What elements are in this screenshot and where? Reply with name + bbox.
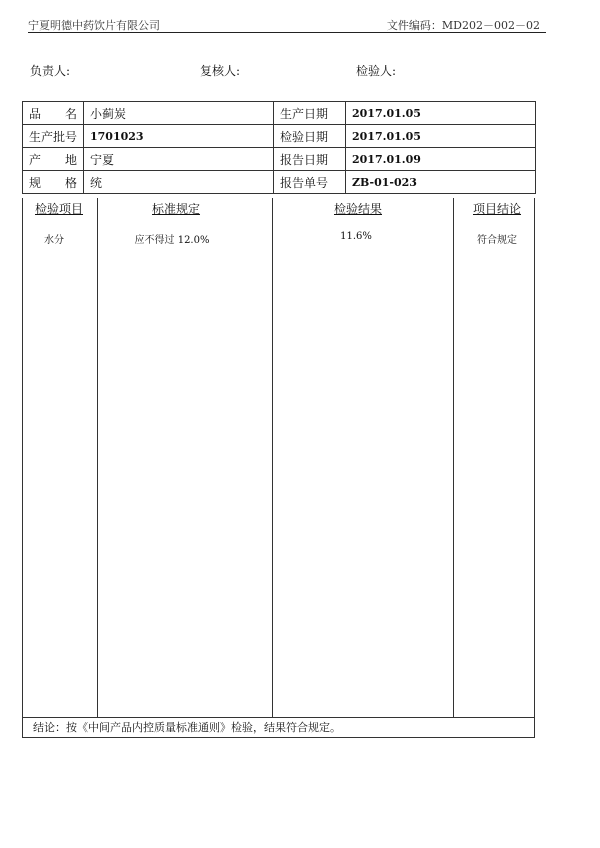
- info-row-origin: [23, 148, 536, 171]
- info-row-spec: [23, 171, 536, 194]
- info-row-batch: [23, 125, 536, 148]
- product-name-label: 品 名: [29, 106, 77, 121]
- header-rule: [28, 32, 546, 33]
- origin-label: 产 地: [29, 152, 77, 167]
- inspection-date-value: 2017.01.05: [346, 125, 536, 148]
- column-divider: [272, 198, 273, 717]
- report-date-value: 2017.01.09: [346, 148, 536, 171]
- origin-value: 宁夏: [84, 148, 274, 171]
- results-table: [22, 198, 535, 717]
- production-date-value: 2017.01.05: [346, 102, 536, 125]
- row-result: 11.6%: [340, 231, 372, 242]
- report-number-value: ZB-01-023: [346, 171, 536, 194]
- spec-label: 规 格: [29, 175, 77, 190]
- batch-value: 1701023: [84, 125, 274, 148]
- production-date-label: 生产日期: [274, 102, 346, 125]
- batch-label: 生产批号: [23, 125, 84, 148]
- info-row-name: [23, 102, 536, 125]
- document-number: 文件编码：MD202－002－02: [386, 19, 540, 32]
- row-item: 水分: [44, 235, 64, 246]
- rechecker-label: 复核人:: [200, 64, 241, 78]
- column-divider: [453, 198, 454, 717]
- header-standard: 标准规定: [151, 202, 201, 216]
- inspector-label: 检验人:: [356, 64, 397, 78]
- report-number-label: 报告单号: [274, 171, 346, 194]
- header-result: 检验结果: [333, 202, 383, 216]
- header-inspection-item: 检验项目: [34, 202, 84, 216]
- header-item-conclusion: 项目结论: [472, 202, 522, 216]
- inspection-date-label: 检验日期: [274, 125, 346, 148]
- spec-value: 统: [84, 171, 274, 194]
- product-info-table: [22, 101, 536, 194]
- final-conclusion: 结论：按《中间产品内控质量标准通则》检验，结果符合规定。: [22, 717, 535, 738]
- row-standard: 应不得过 12.0%: [134, 235, 210, 246]
- company-name: 宁夏明德中药饮片有限公司: [28, 19, 160, 32]
- row-conclusion: 符合规定: [477, 235, 517, 246]
- product-name-value: 小蓟炭: [84, 102, 274, 125]
- column-divider: [97, 198, 98, 717]
- report-date-label: 报告日期: [274, 148, 346, 171]
- responsible-person-label: 负责人:: [30, 64, 71, 78]
